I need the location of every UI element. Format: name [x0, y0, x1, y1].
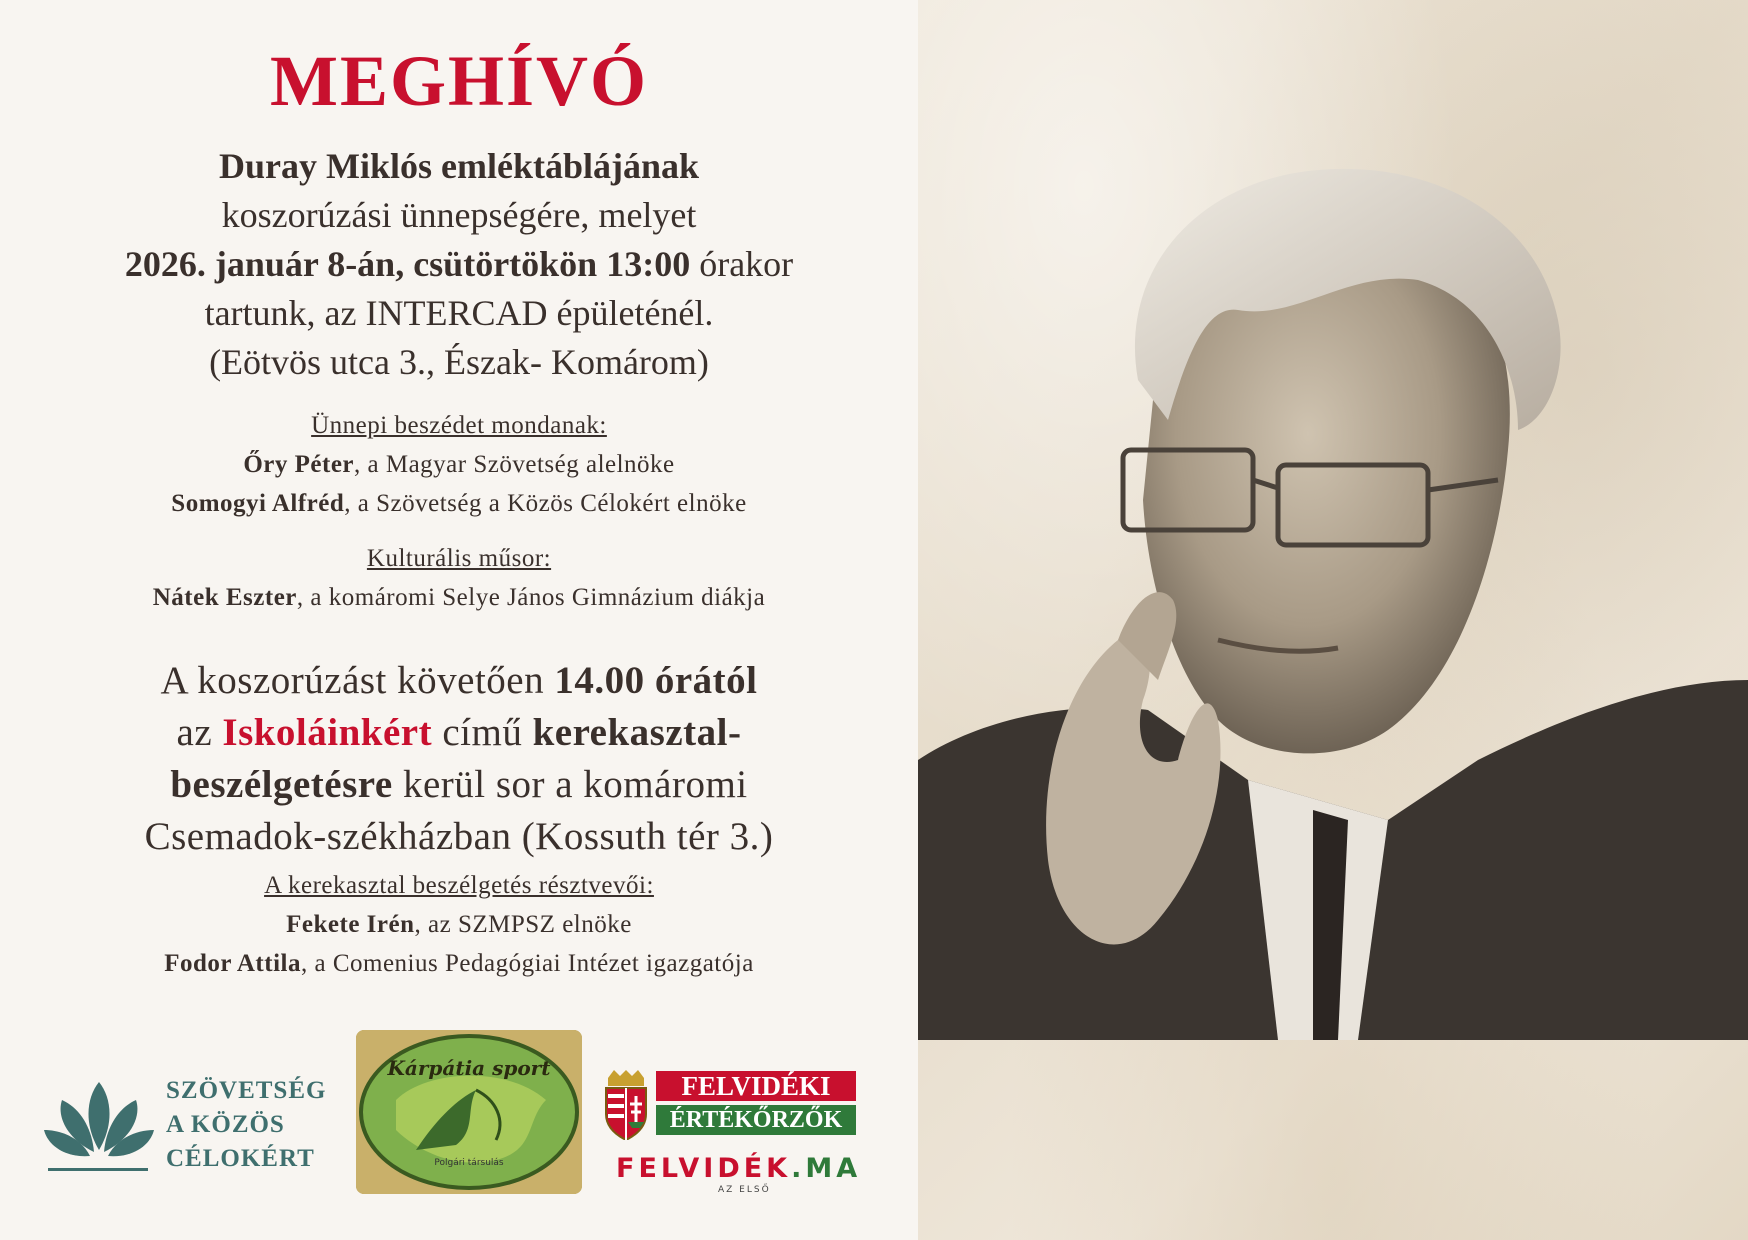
roundtable-line-4: Csemadok-székházban (Kossuth tér 3.)	[144, 815, 774, 858]
intro-line-5: (Eötvös utca 3., Észak- Komárom)	[209, 342, 709, 382]
logo-line: SZÖVETSÉG	[166, 1077, 327, 1104]
felvidek-ma-tagline: AZ ELSŐ	[718, 1185, 771, 1195]
roundtable-line-2	[0, 710, 918, 755]
karpatia-title: Kárpátia sport	[387, 1056, 551, 1080]
participants-heading: A kerekasztal beszélgetés résztvevői:	[264, 872, 654, 899]
intro-line-2: koszorúzási ünnepségére, melyet	[221, 195, 697, 235]
roundtable-text: kerekasztal-	[532, 711, 742, 754]
karpatia-map-icon	[356, 1030, 582, 1194]
intro-line-3-rest: órakor	[690, 244, 794, 284]
participant-role: , az SZMPSZ elnöke	[414, 911, 632, 938]
speaker-role: , a Szövetség a Közös Célokért elnöke	[344, 490, 747, 517]
logo-line: A KÖZÖS	[166, 1111, 285, 1138]
roundtable-line-3	[0, 762, 918, 807]
participant-name: Fodor Attila	[164, 950, 301, 977]
felvideki-logos	[600, 1065, 870, 1205]
participant-1	[0, 911, 918, 939]
speaker-1	[0, 451, 918, 479]
roundtable-text: beszélgetésre	[170, 763, 393, 806]
roundtable-time: 14.00 órától	[554, 659, 758, 702]
roundtable-line-1	[0, 658, 918, 703]
wordmark-part: .MA	[791, 1153, 862, 1184]
event-date: 2026. január 8-án, csütörtökön 13:00	[124, 244, 691, 284]
roundtable-text: kerül sor a komáromi	[392, 763, 748, 806]
karpatia-subtitle: Polgári társulás	[434, 1158, 504, 1168]
wordmark-part: FELVIDÉK	[616, 1153, 792, 1184]
felvideki-line-2: ÉRTÉKŐRZŐK	[656, 1105, 856, 1135]
participant-role: , a Comenius Pedagógiai Intézet igazgatója	[300, 950, 754, 977]
roundtable-text: A koszorúzást követően	[160, 659, 555, 702]
invitation-title: MEGHÍVÓ	[269, 41, 648, 121]
speaker-role: , a Magyar Szövetség alelnöke	[354, 451, 675, 478]
speaker-name: Somogyi Alfréd	[171, 490, 345, 517]
roundtable-topic: Iskoláinkért	[222, 711, 433, 754]
portrait-photo	[918, 120, 1748, 1040]
performer-role: , a komáromi Selye János Gimnázium diákja	[296, 584, 766, 611]
roundtable-text: című	[432, 711, 533, 754]
coat-of-arms-icon	[600, 1070, 652, 1140]
speaker-name: Őry Péter	[243, 451, 355, 478]
felvideki-line-1: FELVIDÉKI	[656, 1071, 856, 1101]
szovetseg-logo-text	[166, 1074, 326, 1176]
speeches-heading: Ünnepi beszédet mondanak:	[311, 412, 607, 439]
intro-line-3	[0, 243, 918, 285]
intro-line-4: tartunk, az INTERCAD épületénél.	[204, 293, 714, 333]
felvidek-ma-wordmark	[616, 1153, 861, 1184]
performer-name: Nátek Eszter	[152, 584, 297, 611]
culture-performer	[0, 584, 918, 612]
logo-line: CÉLOKÉRT	[166, 1145, 315, 1172]
speaker-2	[0, 490, 918, 518]
roundtable-text: az	[176, 711, 223, 754]
culture-heading: Kulturális műsor:	[366, 545, 552, 572]
participant-2	[0, 950, 918, 978]
participant-name: Fekete Irén	[286, 911, 415, 938]
intro-line-1: Duray Miklós emléktáblájának	[218, 146, 700, 186]
karpatia-sport-logo	[356, 1030, 582, 1194]
